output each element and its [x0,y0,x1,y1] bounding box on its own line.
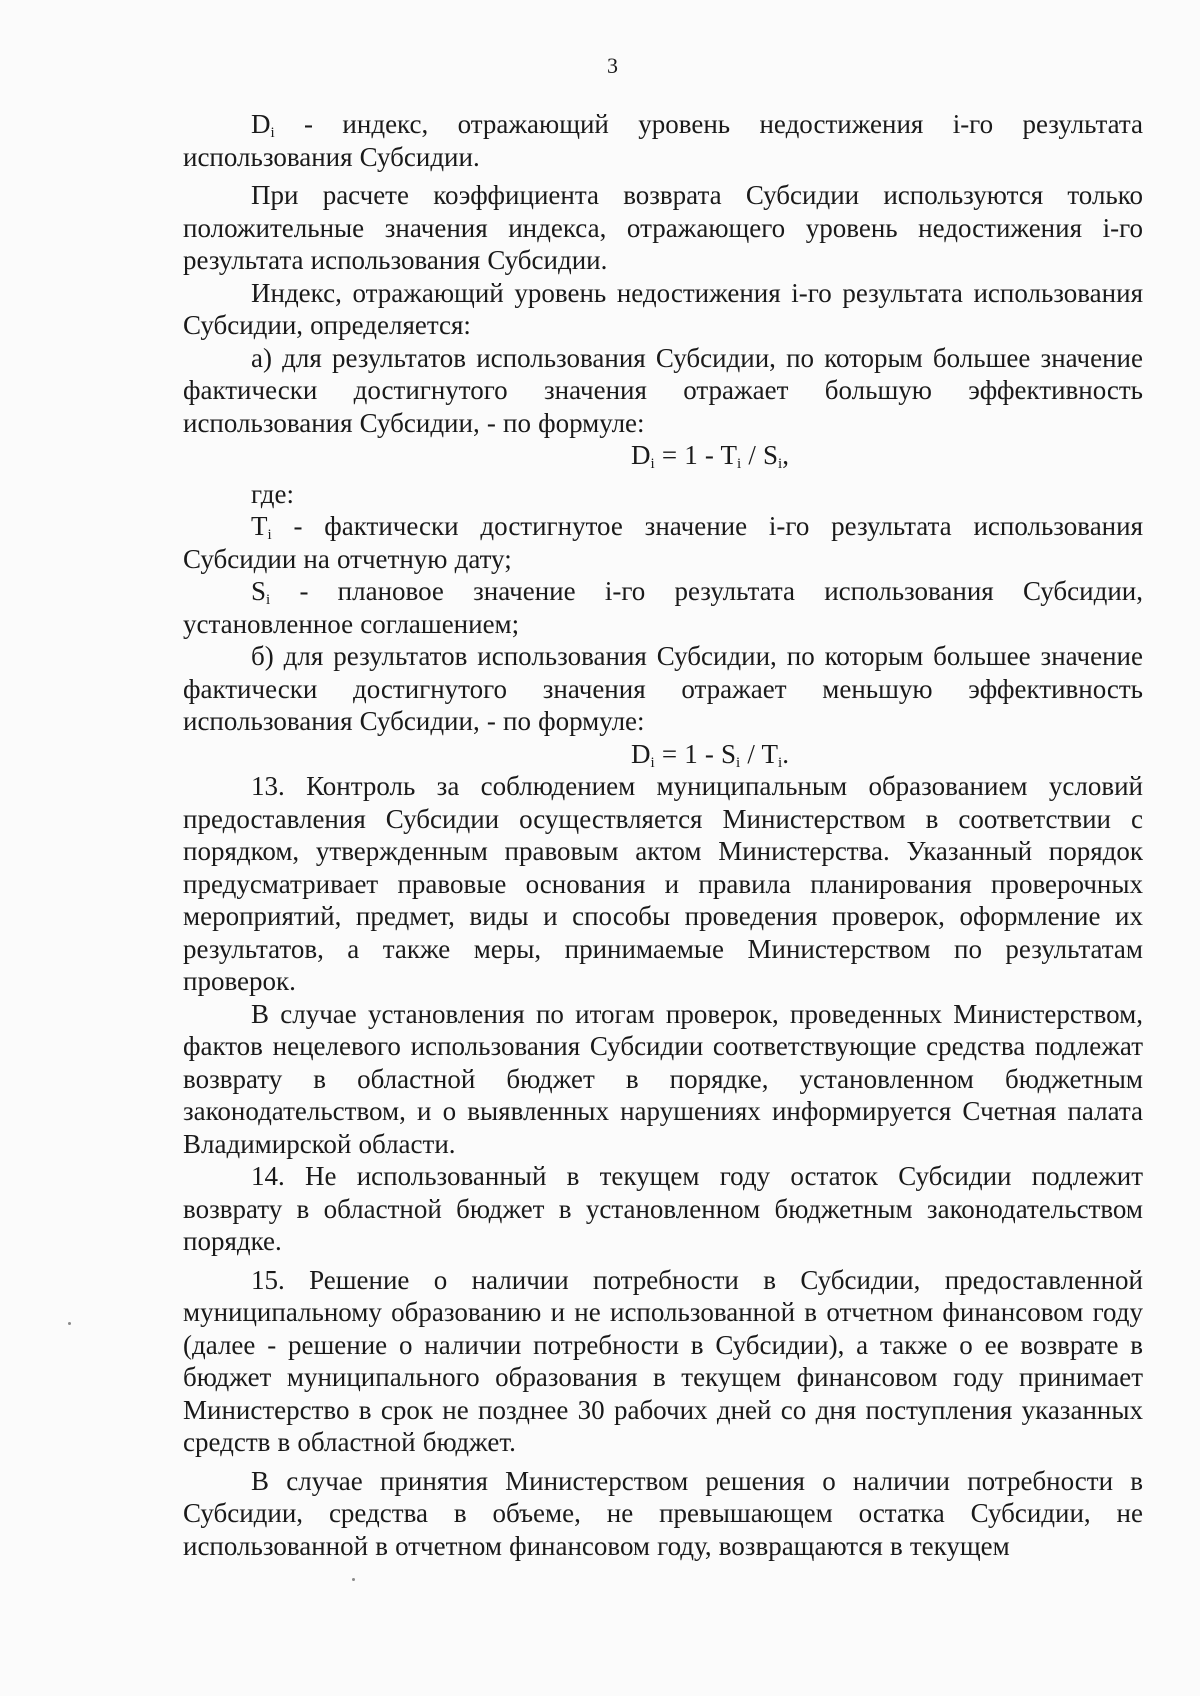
paragraph-si-definition [183,575,1143,640]
formula-end: . [782,738,789,769]
subscript-i: i [778,456,783,472]
formula-one: 1 [684,440,698,470]
paragraph-index-determined: Индекс, отражающий уровень недостижения i-го результата использования Субсидии, определяется: [183,277,1143,340]
page-number: 3 [607,53,618,78]
symbol-d: D [631,440,651,470]
paragraph-ti-definition [183,510,1143,575]
paragraph-item-13: 13. Контроль за соблюдением муниципальным образованием условий предоставления Субсидии осуществляется Министерством в соответствии с порядком, утвержденным правовым актом Министерства. Указанный порядок предусматривает правовые основания и правила планирования проверочных мероприятий, предмет, виды и способы проведения проверок, оформление их результатов, а также меры, принимаемые Министерством по результатам проверок. [183,771,1143,996]
formula-slash: / [740,738,762,769]
paragraph-decision-return: В случае принятия Министерством решения о наличии потребности в Субсидии, средства в объеме, не превышающем остатка Субсидии, не использованной в отчетном финансовом году, возвращаются в текущем [183,1465,1143,1561]
subscript-i: i [650,456,655,472]
symbol-s: S [721,738,737,769]
scan-speck [352,1578,355,1581]
subscript-i: i [737,456,742,472]
symbol-d: D [631,738,651,769]
symbol-d: D [251,109,271,139]
formula-minus: - [697,738,721,769]
symbol-s: S [763,440,779,470]
symbol-t: T [251,511,268,541]
paragraph-misuse-return: В случае установления по итогам проверок, проведенных Министерством, фактов нецелевого использования Субсидии соответствующие средства подлежат возврату в областной бюджет в порядке, установленном бюджетным законодательством, и о выявленных нарушениях информируется Счетная палата Владимирской области. [183,998,1143,1159]
paragraph-case-a: а) для результатов использования Субсидии, по которым большее значение фактически достигнутого значения отражает большую эффективность использования Субсидии, - по формуле: [183,342,1143,438]
formula-one: 1 [684,738,698,769]
paragraph-positive-values: При расчете коэффициента возврата Субсидии используются только положительные значения индекса, отражающего уровень недостижения i-го результата использования Субсидии. [183,180,1143,275]
subscript-i: i [270,125,275,141]
paragraph-item-15: 15. Решение о наличии потребности в Субсидии, предоставленной муниципальному образованию и не использованной в отчетном финансовом году (далее - решение о наличии потребности в Субсидии), а также о ее возврате в бюджет муниципального образования в текущем финансовом году принимает Министерство в срок не позднее 30 рабочих дней со дня поступления указанных средств в областной бюджет. [183,1264,1143,1457]
document-body [183,108,1143,1562]
subscript-i: i [267,527,272,543]
formula-minus: - [697,440,721,470]
subscript-i: i [736,754,741,771]
paragraph-case-b: б) для результатов использования Субсидии, по которым большее значение фактически достигнутого значения отражает меньшую эффективность использования Субсидии, - по формуле: [183,641,1143,736]
symbol-t: T [720,440,738,470]
paragraph-text: - индекс, отражающий уровень недостижения i-го результата использования Субсидии. [183,109,1143,172]
subscript-i: i [778,754,783,771]
paragraph-text: - фактически достигнутое значение i-го результата использования Субсидии на отчетную дату; [183,511,1143,574]
formula-eq: = [654,738,685,769]
paragraph-where: где: [251,478,294,509]
subscript-i: i [650,754,655,771]
scan-speck [68,1322,71,1325]
formula-a [183,439,1143,472]
paragraph-item-14: 14. Не использованный в текущем году остаток Субсидии подлежит возврату в областной бюджет в установленном бюджетным законодательством порядке. [183,1161,1143,1256]
formula-slash: / [741,440,763,470]
formula-end: , [782,440,789,470]
symbol-s: S [251,576,267,606]
subscript-i: i [266,592,271,608]
symbol-t: T [761,738,779,769]
paragraph-index-definition [183,108,1143,173]
paragraph-text: - плановое значение i-го результата использования Субсидии, установленное соглашением; [183,576,1143,639]
formula-b [183,738,1143,771]
formula-eq: = [654,440,685,470]
